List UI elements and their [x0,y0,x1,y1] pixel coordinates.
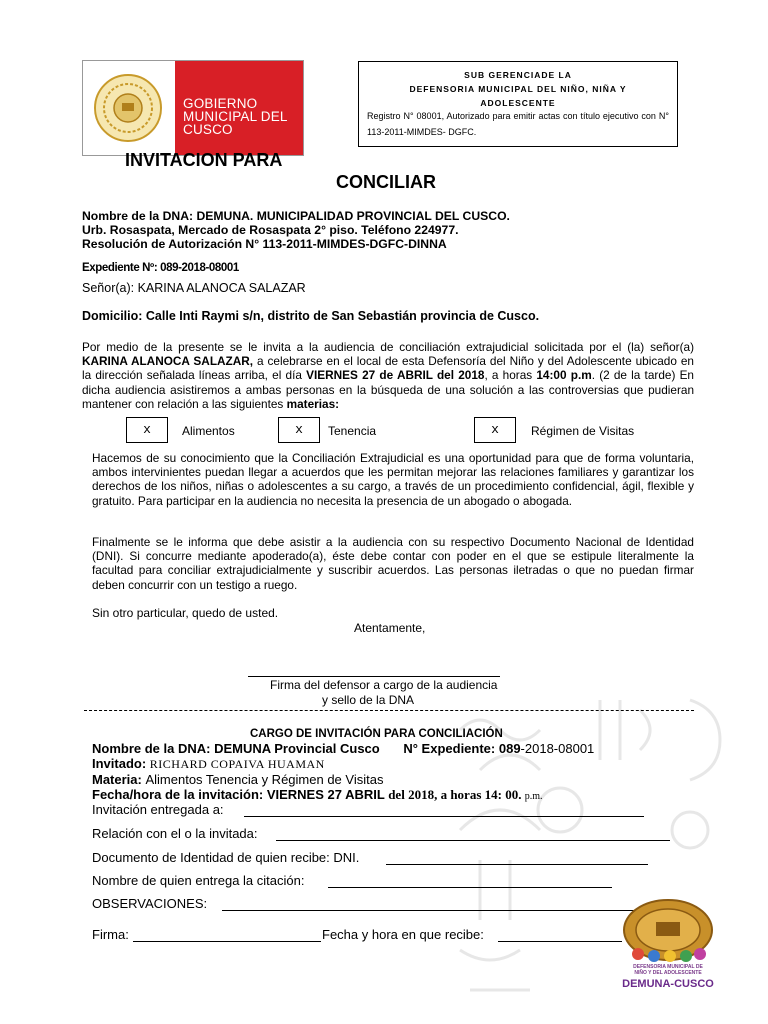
relacion-field[interactable] [276,840,670,841]
senor: Señor(a): KARINA ALANOCA SALAZAR [82,281,306,295]
box-line: ADOLESCENTE [480,98,556,108]
materia-label: Tenencia [328,424,377,438]
cargo-nombre: Nombre de la DNA: DEMUNA Provincial Cusco [92,741,380,756]
observaciones-label: OBSERVACIONES: [92,896,208,911]
closing: Sin otro particular, quedo de usted. [92,606,279,620]
documento-field[interactable] [386,864,648,865]
materia-label: Alimentos [182,424,235,438]
firma-label: Firma: [92,927,129,942]
cargo-invitado-label: Invitado: [92,756,150,771]
firma-sello: y sello de la DNA [322,693,415,707]
entregada-field[interactable] [244,816,644,817]
cargo-fecha-rest: del 2018, a horas 14: 00. [388,787,525,802]
cargo-invitado-value: RICHARD COPAIVA HUAMAN [149,757,325,771]
resolucion: Resolución de Autorización N° 113-2011-MIMDES-DGFC-DINNA [82,237,447,251]
p1-text: , a horas [484,368,537,383]
demuna-emblem-icon [620,898,716,962]
domicilio: Domicilio: Calle Inti Raymi s/n, distrito de San Sebastián provincia de Cusco. [82,309,540,323]
demuna-logo-subtitle [612,964,724,976]
signature-line [248,676,500,677]
logo-text [183,97,303,136]
box-registro: Registro N° 08001, Autorizado para emitir actas con título ejecutivo con N° 113-2011-MIMDES- DGFC. [367,111,669,137]
cargo-fecha-pm: p.m. [524,791,543,802]
gobierno-municipal-logo [82,60,304,156]
cargo-materia-row [92,772,383,787]
dna-header-box [358,61,678,147]
cut-line [84,710,694,711]
materia-checkbox-tenencia[interactable]: x [278,417,320,443]
documento-label: Documento de Identidad de quien recibe: DNI. [92,850,360,865]
paragraph-2: Hacemos de su conocimiento que la Conciliación Extrajudicial es una oportunidad para que de forma voluntaria, ambos intervinientes puedan llegar a acuerdos que les permitan mejorar las relaciones familiares y garantizar los derechos de los niños, niñas o adolescentes a su cargo, a través de un procedimiento confidencial, ágil, flexible y gratuito. Para participar en la audiencia no necesita la presencia de un abogado o abogada. [92,451,694,508]
demuna-brand: DEMUNA-CUSCO [622,978,714,990]
box-line: SUB GERENCIADE LA [464,70,572,80]
firma-defensor: Firma del defensor a cargo de la audiencia [270,678,498,692]
p1-text: Por medio de la presente se le invita a la audiencia de conciliación extrajudicial solicitada por el (la) señor(a) [82,340,694,354]
cargo-materia-value: Alimentos Tenencia y Régimen de Visitas [145,772,384,787]
logo-line: CUSCO [183,122,233,137]
p1-text: . (2 de la tarde) En dicha audiencia asistiremos a ambas personas en la búsqueda de una solución a las controversias que pudieran mantener con relación a las siguientes [82,368,694,411]
materia-label: Régimen de Visitas [531,424,635,438]
p1-text: a celebrarse en el local de esta Defensoría del Niño y del Adolescente ubicado en la dirección señalada líneas arriba, el día [82,354,694,383]
p1-date: VIERNES 27 de ABRIL del 2018 [306,368,485,383]
title-line1: INVITACION PARA [125,150,283,170]
cargo-nombre-row [92,741,594,756]
paragraph-3: Finalmente se le informa que debe asistir a la audiencia con su respectivo Documento Nacional de Identidad (DNI). Si concurre mediante apoderado(a), éste debe contar con poder en el que se estipule literalmente la facultad para conciliar extrajudicialmente y suscribir acuerdos. Las personas iletradas o que no puedan firmar deben concurrir con un testigo a ruego. [92,535,694,592]
materia-checkbox-visitas[interactable]: x [474,417,516,443]
p1-time: 14:00 p.m [536,368,592,383]
paragraph-1 [82,340,694,411]
nombre-recibe-label: Nombre de quien entrega la citación: [92,873,305,888]
box-line: DEFENSORIA MUNICIPAL DEL NIÑO, NIÑA Y [409,84,627,94]
fecha-hora-field[interactable] [498,941,622,942]
cargo-materia-label: Materia: [92,772,146,787]
nombre-recibe-field[interactable] [328,887,612,888]
relacion-label: Relación con el o la invitada: [92,826,258,841]
p1-name: KARINA ALANOCA SALAZAR, [82,354,254,369]
nombre-dna: Nombre de la DNA: DEMUNA. MUNICIPALIDAD PROVINCIAL DEL CUSCO. [82,209,510,223]
cargo-expediente-rest: -2018-08001 [520,741,595,756]
cargo-fecha-label: Fecha/hora de la invitación: VIERNES 27 ABRIL [92,787,389,802]
logo-line: MUNICIPAL DEL [183,109,288,124]
demuna-line: NIÑO Y DEL ADOLESCENTE [634,970,702,976]
demuna-line: DEFENSORIA MUNICIPAL DE [633,964,703,970]
fecha-hora-label: Fecha y hora en que recibe: [322,927,484,942]
materia-checkbox-alimentos[interactable]: x [126,417,168,443]
direccion: Urb. Rosaspata, Mercado de Rosaspata 2° piso. Teléfono 224977. [82,223,459,237]
cusco-seal-icon [93,73,163,143]
demuna-cusco-logo [612,898,724,998]
title-line2: CONCILIAR [336,172,436,192]
firma-field[interactable] [133,941,321,942]
entregada-label: Invitación entregada a: [92,802,224,817]
observaciones-field[interactable] [222,910,640,911]
expediente: Expediente Nº: 089-2018-08001 [82,262,239,274]
cargo-title: CARGO DE INVITACIÓN PARA CONCILIACIÓN [250,728,503,740]
atentamente: Atentamente, [354,621,426,635]
p1-materias: materias: [286,396,340,411]
cargo-fecha-row [92,787,542,803]
cargo-invitado-row [92,756,325,772]
logo-line: GOBIERNO [183,96,258,111]
cargo-expediente: N° Expediente: 089 [403,741,521,756]
